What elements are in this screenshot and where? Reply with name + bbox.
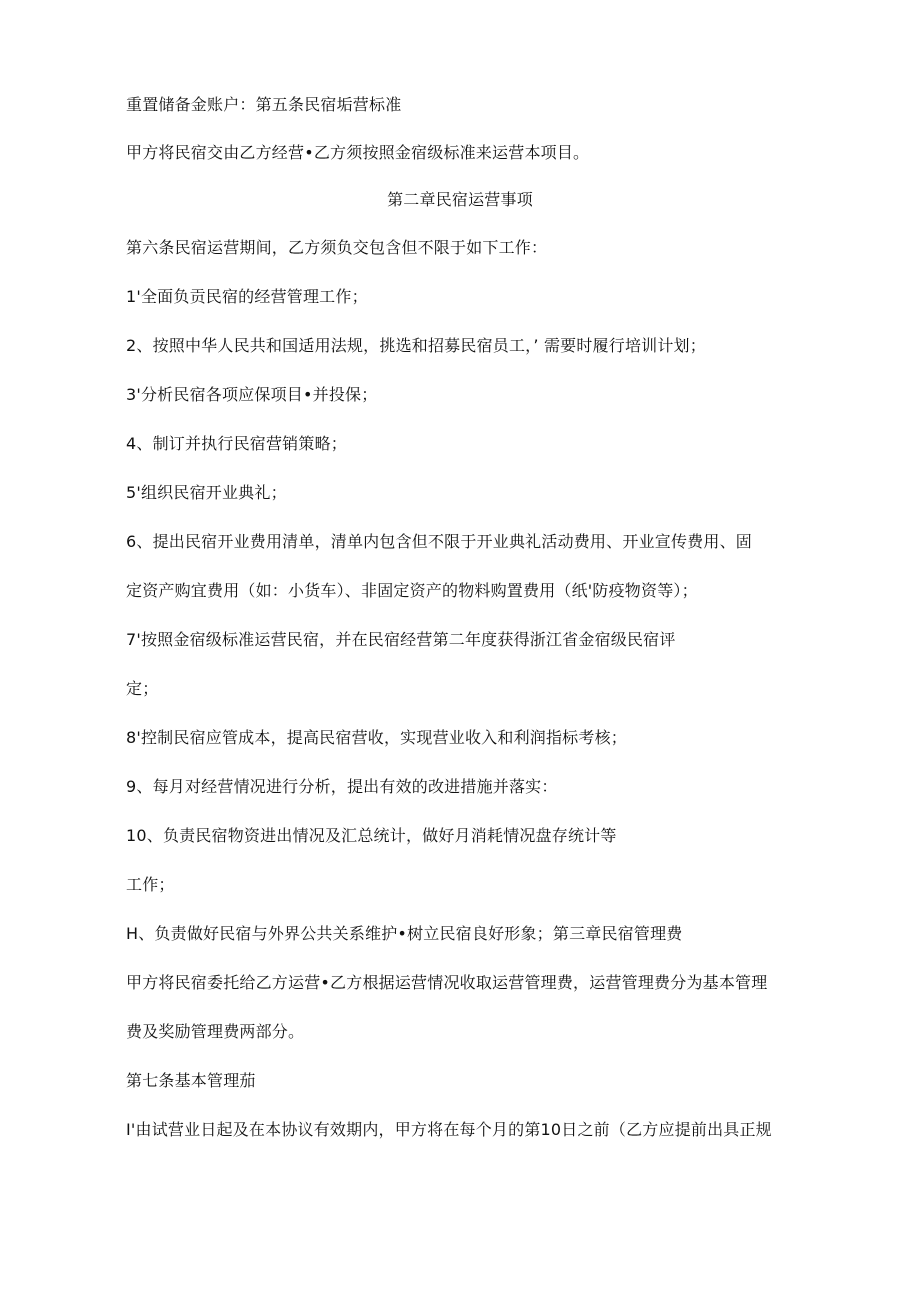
list-item: 4、制订并执行民宿营销策略；	[126, 434, 347, 453]
list-item: 5'组织民宿开业典礼；	[126, 483, 287, 502]
paragraph-line: I'由试营业日起及在本协议有效期内，甲方将在每个月的第10日之前（乙方应提前出具正规	[126, 1120, 772, 1139]
list-item: 2、按照中华人民共和国适用法规，挑选和招募民宿员工，’ 需要时履行培训计划；	[126, 336, 706, 355]
list-item: 1'全面负贡民宿的经营管理工作；	[126, 287, 368, 306]
list-item: 6、提出民宿开业费用清单，清单内包含但不限于开业典礼活动费用、开业宣传费用、固	[126, 532, 752, 551]
list-item: 3'分析民宿各项应保项目•并投保；	[126, 385, 378, 404]
paragraph-line: 重置储备金账户：第五条民宿垢营标准	[126, 95, 402, 114]
paragraph-line: 甲方将民宿委托给乙方运营•乙方根据运营情况收取运营管理费，运营管理费分为基本管理	[126, 973, 768, 992]
paragraph-line: 甲方将民宿交由乙方经营•乙方须按照金宿级标准来运营本项目。	[126, 143, 590, 162]
list-item: 8'控制民宿应管成本，提高民宿营收，实现营业收入和利润指标考核；	[126, 728, 627, 747]
paragraph-line: 费及奖励管理费两部分。	[126, 1022, 305, 1041]
paragraph-line: 第六条民宿运营期间，乙方须负交包含但不限于如下工作：	[126, 238, 548, 257]
list-item: 9、每月对经营情况进行分析，提出有效的改进措施并落实：	[126, 777, 558, 796]
list-item-continuation: 定；	[126, 679, 159, 698]
chapter-heading: 第二章民宿运营事项	[387, 190, 533, 209]
list-item: 7'按照金宿级标准运营民宿，并在民宿经营第二年度获得浙江省金宿级民宿评	[126, 630, 676, 649]
article-heading: 第七条基本管理茄	[126, 1071, 256, 1090]
list-item-continuation: 工作；	[126, 875, 175, 894]
list-item: H、负责做好民宿与外界公共关系维护•树立民宿良好形象；第三章民宿管理费	[126, 924, 683, 943]
list-item-continuation: 定资产购宜费用（如：小货车）、非固定资产的物料购置费用（纸'防疫物资等）；	[126, 581, 698, 600]
list-item: 10、负责民宿物资进出情况及汇总统计，做好月消耗情况盘存统计等	[126, 826, 617, 845]
